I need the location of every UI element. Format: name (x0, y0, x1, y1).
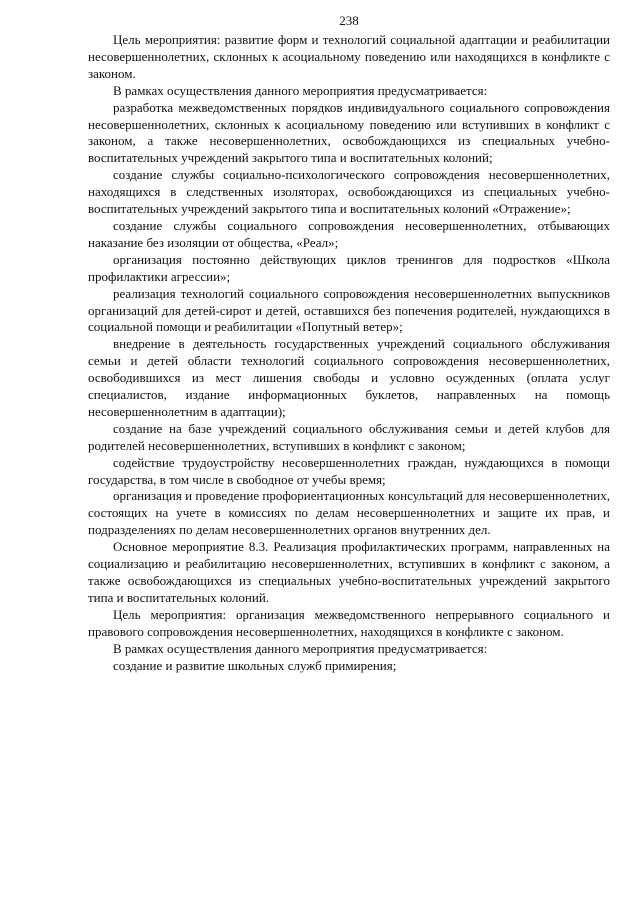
list-item: создание службы социально-психологического сопровождения несовершеннолетних, находящихся в следственных изоляторах, освобождающихся из специальных учебно-воспитательных учреждений закрытого типа и воспитательных колоний «Отражение»; (88, 167, 610, 217)
page-number: 238 (339, 13, 359, 28)
paragraph-goal-1: Цель мероприятия: развитие форм и технологий социальной адаптации и реабилитации несовершеннолетних, склонных к асоциальному поведению или находящихся в конфликте с законом. (88, 32, 610, 81)
paragraph-provision-intro-2: В рамках осуществления данного мероприятия предусматривается: (113, 640, 488, 656)
document-body (88, 32, 610, 674)
list-item: создание на базе учреждений социального обслуживания семьи и детей клубов для родителей несовершеннолетних, вступивших в конфликт с законом; (88, 420, 610, 453)
list-item: содействие трудоустройству несовершеннолетних граждан, нуждающихся в помощи государства, в том числе в свободное от учебы время; (88, 454, 610, 487)
list-item: реализация технологий социального сопровождения несовершеннолетних выпускников организаций для детей-сирот и детей, оставшихся без попечения родителей, нуждающихся в социальной помощи и реабилитации «Попутный ветер»; (88, 285, 610, 335)
list-item: организация и проведение профориентационных консультаций для несовершеннолетних, состоящих на учете в комиссиях по делам несовершеннолетних и защите их прав, и подразделениях по делам несовершеннолетних органов внутренних дел. (88, 488, 610, 538)
list-item: создание службы социального сопровождения несовершеннолетних, отбывающих наказание без изоляции от общества, «Реал»; (88, 217, 610, 250)
list-item: разработка межведомственных порядков индивидуального социального сопровождения несовершеннолетних, склонных к асоциальному поведению или вступивших в конфликт с законом, а также несовершеннолетних, освобождающихся из специальных учебно-воспитательных учреждений закрытого типа и воспитательных колоний; (88, 99, 610, 166)
list-item: создание и развитие школьных служб примирения; (113, 657, 397, 673)
paragraph-main-activity: Основное мероприятие 8.3. Реализация профилактических программ, направленных на социализацию и реабилитацию несовершеннолетних, вступивших в конфликт с законом, а также освобождающихся из специальных учебно-воспитательных учреждений закрытого типа и воспитательных колоний. (88, 539, 610, 605)
paragraph-goal-2: Цель мероприятия: организация межведомственного непрерывного социального и правового сопровождения несовершеннолетних, находящихся в конфликте с законом. (88, 606, 610, 639)
paragraph-provision-intro-1: В рамках осуществления данного мероприятия предусматривается: (113, 82, 488, 98)
list-item: внедрение в деятельность государственных учреждений социального обслуживания семьи и детей области технологий социального сопровождения несовершеннолетних, освободившихся из мест лишения свободы и условно осужденных (оплата услуг специалистов, издание информационных буклетов, направленных на помощь несовершеннолетним в адаптации); (88, 336, 610, 419)
list-item: организация постоянно действующих циклов тренингов для подростков «Школа профилактики агрессии»; (88, 251, 610, 284)
